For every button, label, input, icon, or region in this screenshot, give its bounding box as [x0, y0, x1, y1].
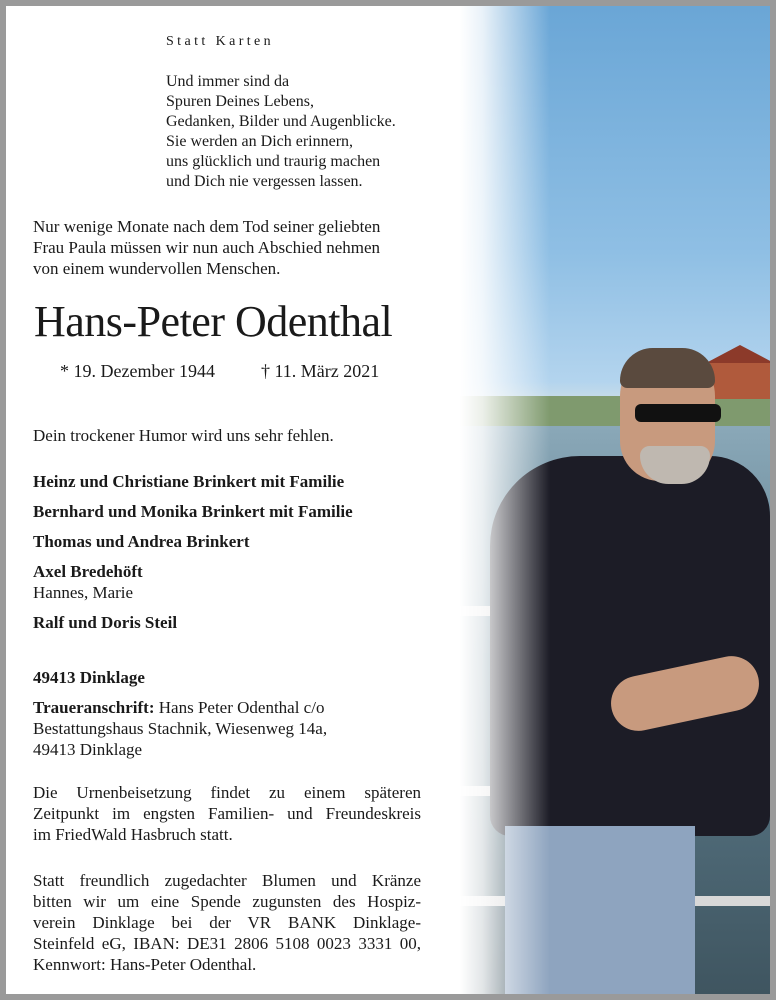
humor-line: Dein trockener Humor wird uns sehr fehlen.	[33, 426, 334, 445]
mourner: Axel Bredehöft	[33, 562, 143, 581]
deceased-name: Hans-Peter Odenthal	[34, 297, 393, 346]
death-date: † 11. März 2021	[260, 361, 380, 381]
poem-line: Und immer sind da	[166, 73, 290, 90]
donation-line: Steinfeld eG, IBAN: DE31 2806 5108 0023 3331 00,	[33, 934, 421, 953]
intro-line: Frau Paula müssen wir nun auch Abschied nehmen	[33, 238, 381, 257]
donation-info	[33, 870, 421, 975]
place: 49413 Dinklage	[33, 668, 145, 687]
mourning-address	[33, 697, 327, 760]
burial-info	[33, 782, 421, 845]
address-line: Bestattungshaus Stachnik, Wiesenweg 14a,	[33, 719, 328, 738]
intro-line: von einem wundervollen Menschen.	[33, 259, 281, 278]
intro-text	[33, 216, 423, 279]
donation-line: bitten wir um eine Spende zugunsten des Hospiz-	[33, 892, 421, 911]
sunglasses	[635, 404, 721, 422]
address-line: Hans Peter Odenthal c/o	[158, 698, 325, 717]
poem-line: Gedanken, Bilder und Augenblicke.	[166, 113, 396, 130]
address-label: Traueranschrift:	[33, 698, 155, 717]
birth-date: * 19. Dezember 1944	[60, 361, 215, 381]
mourner: Bernhard und Monika Brinkert mit Familie	[33, 502, 353, 521]
mourner: Ralf und Doris Steil	[33, 613, 178, 632]
portrait-photo	[460, 6, 770, 994]
obituary-page	[6, 6, 770, 994]
life-dates	[60, 361, 379, 382]
mourner: Thomas und Andrea Brinkert	[33, 532, 250, 551]
poem-line: und Dich nie vergessen lassen.	[166, 173, 363, 190]
burial-line: im FriedWald Hasbruch statt.	[33, 825, 233, 844]
statt-karten: Statt Karten	[166, 34, 275, 49]
poem-line: Spuren Deines Lebens,	[166, 93, 314, 110]
address-line: 49413 Dinklage	[33, 740, 143, 759]
poem	[166, 72, 396, 192]
donation-line: verein Dinklage bei der VR BANK Dinklage-	[33, 913, 421, 932]
mourner-sub: Hannes, Marie	[33, 583, 134, 602]
burial-line: Die Urnenbeisetzung findet zu einem späteren	[33, 783, 421, 802]
intro-line: Nur wenige Monate nach dem Tod seiner geliebten	[33, 217, 381, 236]
house-in-background	[710, 361, 770, 399]
poem-line: Sie werden an Dich erinnern,	[166, 133, 354, 150]
donation-line: Statt freundlich zugedachter Blumen und Kränze	[33, 871, 421, 890]
burial-line: Zeitpunkt im engsten Familien- und Freundeskreis	[33, 804, 421, 823]
poem-line: uns glücklich und traurig machen	[166, 153, 381, 170]
mourner: Heinz und Christiane Brinkert mit Familie	[33, 472, 345, 491]
donation-line: Kennwort: Hans-Peter Odenthal.	[33, 955, 257, 974]
